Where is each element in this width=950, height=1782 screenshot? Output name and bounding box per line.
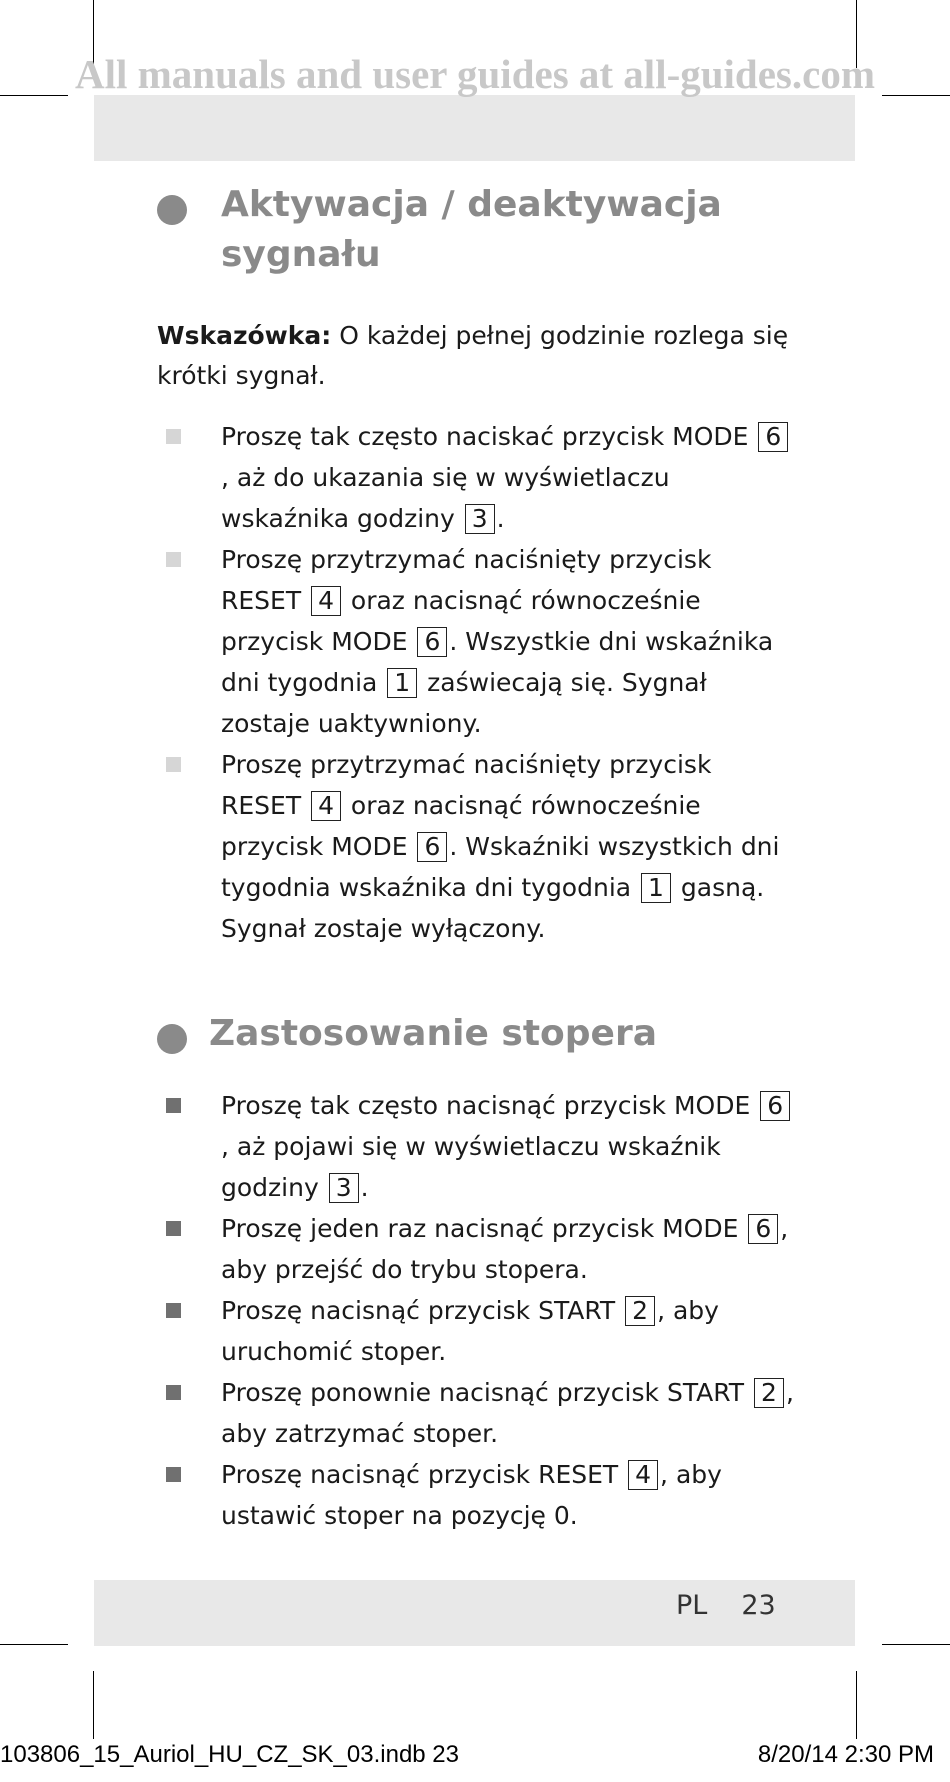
language-code: PL — [676, 1590, 708, 1621]
square-bullet-icon — [166, 1098, 181, 1113]
key-reference: 1 — [641, 873, 671, 903]
key-reference: 6 — [417, 832, 447, 862]
page-number: 23 — [741, 1590, 776, 1621]
note — [157, 316, 797, 396]
list-item: Proszę przytrzymać naciśnięty przycisk RESET 4 oraz nacisnąć równocześnie przycisk MODE 6 . Wskaźniki wszystkich dni tygodnia wskaźnika dni tygodnia 1 gasną. Sygnał zostaje wyłączony. — [157, 744, 797, 949]
list-item: Proszę tak często nacisnąć przycisk MODE 6, aż pojawi się w wyświetlaczu wskaźnik godziny 3 . — [157, 1085, 797, 1208]
instruction-list — [157, 416, 797, 949]
key-reference: 4 — [311, 791, 341, 821]
header-band — [94, 95, 855, 161]
bullet-dot-icon — [157, 1024, 187, 1054]
key-reference: 6 — [417, 627, 447, 657]
square-bullet-icon — [166, 1467, 181, 1482]
bullet-dot-icon — [157, 195, 187, 225]
square-bullet-icon — [166, 757, 181, 772]
page-content — [157, 180, 797, 1536]
list-item: Proszę ponownie nacisnąć przycisk START 2 , aby zatrzymać stoper. — [157, 1372, 797, 1454]
key-reference: 4 — [311, 586, 341, 616]
square-bullet-icon — [166, 429, 181, 444]
list-item: Proszę nacisnąć przycisk START 2 , aby uruchomić stoper. — [157, 1290, 797, 1372]
key-reference: 3 — [329, 1173, 359, 1203]
square-bullet-icon — [166, 1385, 181, 1400]
square-bullet-icon — [166, 1303, 181, 1318]
crop-mark — [93, 1671, 94, 1739]
print-slug-file: 103806_15_Auriol_HU_CZ_SK_03.indb 23 — [0, 1741, 459, 1768]
key-reference: 2 — [754, 1378, 784, 1408]
section-title: Zastosowanie stopera — [209, 1013, 657, 1054]
section-heading — [157, 1009, 797, 1059]
note-label: Wskazówka: — [157, 321, 332, 350]
square-bullet-icon — [166, 1221, 181, 1236]
watermark: All manuals and user guides at all-guides.com — [74, 51, 875, 97]
section-heading — [157, 180, 797, 280]
key-reference: 6 — [758, 422, 788, 452]
page-footer — [676, 1590, 776, 1621]
square-bullet-icon — [166, 552, 181, 567]
note-text: O każdej pełnej godzinie rozlega się krótki sygnał. — [157, 321, 789, 390]
list-item: Proszę nacisnąć przycisk RESET 4 , aby ustawić stoper na pozycję 0. — [157, 1454, 797, 1536]
instruction-list — [157, 1085, 797, 1536]
key-reference: 4 — [628, 1460, 658, 1490]
list-item: Proszę jeden raz nacisnąć przycisk MODE 6 , aby przejść do trybu stopera. — [157, 1208, 797, 1290]
key-reference: 1 — [387, 668, 417, 698]
crop-mark — [882, 1644, 950, 1645]
key-reference: 3 — [465, 504, 495, 534]
crop-mark — [0, 1644, 68, 1645]
section-title: Aktywacja / deaktywacja sygnału — [221, 184, 722, 275]
print-slug-date: 8/20/14 2:30 PM — [757, 1741, 934, 1768]
list-item: Proszę tak często naciskać przycisk MODE 6, aż do ukazania się w wyświetlaczu wskaźnika godziny 3 . — [157, 416, 797, 539]
key-reference: 6 — [748, 1214, 778, 1244]
list-item: Proszę przytrzymać naciśnięty przycisk RESET 4 oraz nacisnąć równocześnie przycisk MODE 6 . Wszystkie dni wskaźnika dni tygodnia 1 zaświecają się. Sygnał zostaje uaktywniony. — [157, 539, 797, 744]
key-reference: 6 — [760, 1091, 790, 1121]
crop-mark — [856, 1671, 857, 1739]
key-reference: 2 — [625, 1296, 655, 1326]
